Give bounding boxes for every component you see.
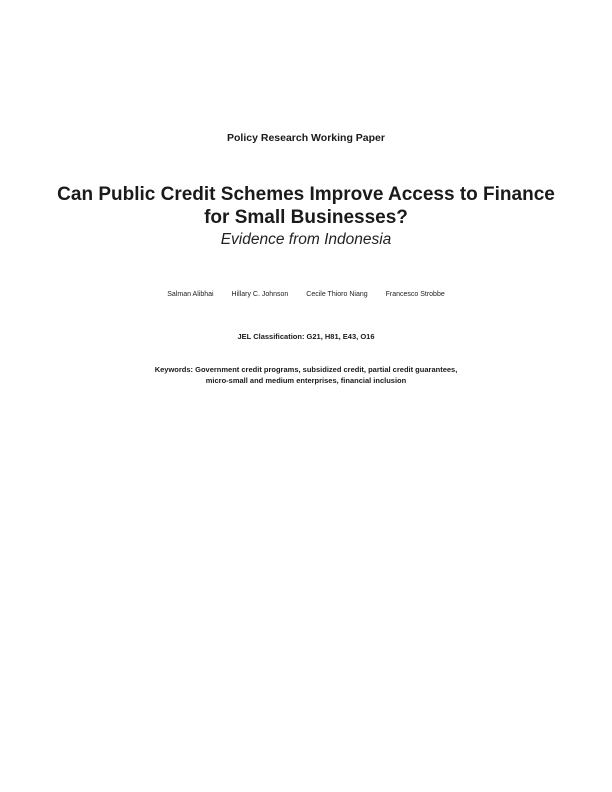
jel-classification: JEL Classification: G21, H81, E43, O16 xyxy=(237,332,375,341)
author-list xyxy=(0,291,612,298)
keywords-line-2: micro-small and medium enterprises, financial inclusion xyxy=(205,376,407,385)
series-name: Policy Research Working Paper xyxy=(227,132,385,144)
paper-title xyxy=(40,183,572,229)
keywords xyxy=(60,364,552,386)
paper-title-line-1: Can Public Credit Schemes Improve Access to Finance xyxy=(57,184,555,205)
keywords-line-1: Keywords: Government credit programs, subsidized credit, partial credit guarantees, xyxy=(154,365,458,374)
paper-subtitle: Evidence from Indonesia xyxy=(220,231,392,248)
author-name: Hillary C. Johnson xyxy=(231,291,289,298)
author-name: Salman Alibhai xyxy=(167,291,214,298)
author-name: Francesco Strobbe xyxy=(385,291,445,298)
paper-title-line-2: for Small Businesses? xyxy=(204,207,408,228)
author-name: Cecile Thioro Niang xyxy=(306,291,368,298)
